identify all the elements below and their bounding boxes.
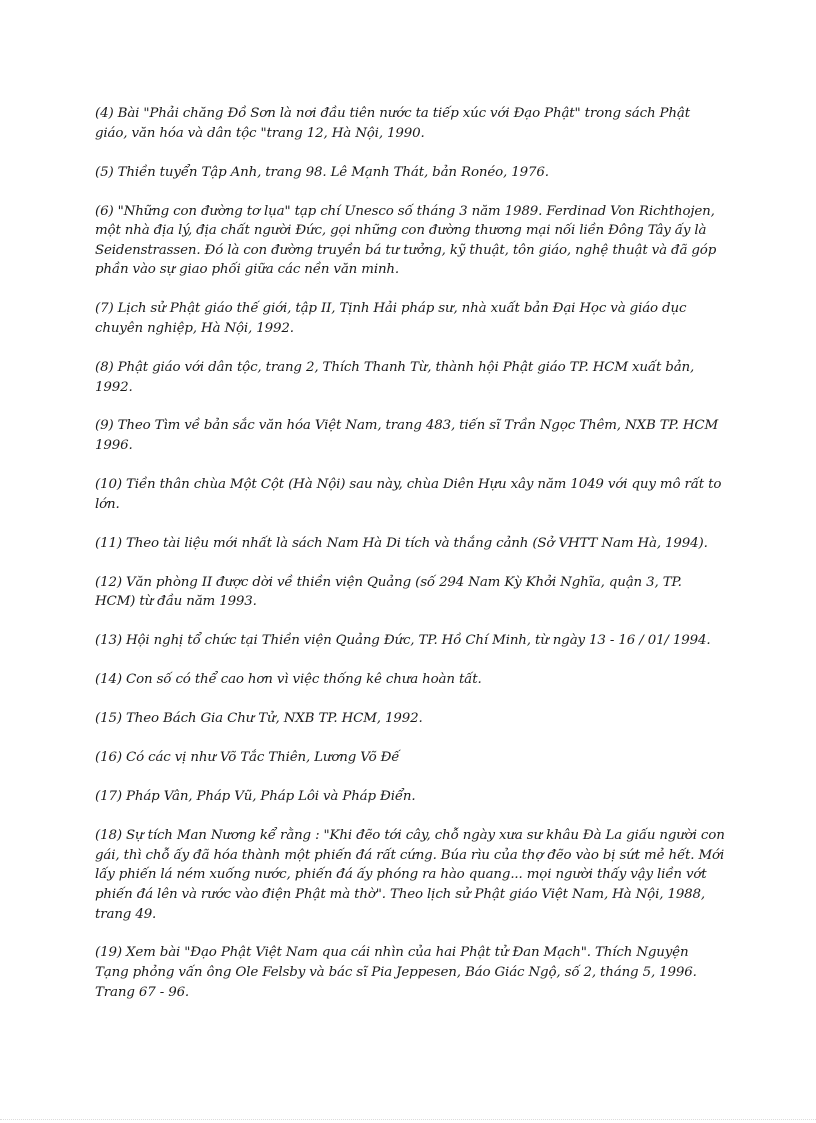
footnote-5: (5) Thiền tuyển Tập Anh, trang 98. Lê Mạnh Thát, bản Ronéo, 1976. [95,164,549,180]
footnote-17: (17) Pháp Vân, Pháp Vũ, Pháp Lôi và Pháp Điển. [95,789,416,805]
footnote-10: (10) Tiền thân chùa Một Cột (Hà Nội) sau này, chùa Diên Hựu xây năm 1049 với quy mô rất to lớn. [95,477,722,512]
footnote-11: (11) Theo tài liệu mới nhất là sách Nam Hà Di tích và thắng cảnh (Sở VHTT Nam Hà, 1994). [95,535,708,551]
footnote-12: (12) Văn phòng II được dời về thiền viện Quảng (số 294 Nam Kỳ Khởi Nghĩa, quận 3, TP. HCM) từ đầu năm 1993. [95,574,682,610]
footnote-14: (14) Con số có thể cao hơn vì việc thống kê chưa hoàn tất. [95,672,482,688]
footnote-8: (8) Phật giáo với dân tộc, trang 2, Thích Thanh Từ, thành hội Phật giáo TP. HCM xuất bản, 1992. [95,359,695,395]
footnote-13: (13) Hội nghị tổ chức tại Thiền viện Quảng Đức, TP. Hồ Chí Minh, từ ngày 13 - 16 / 01/ 1994. [95,633,711,649]
footnote-19: (19) Xem bài "Đạo Phật Việt Nam qua cái nhìn của hai Phật tử Đan Mạch". Thích Nguyện Tạng phỏng vấn ông Ole Felsby và bác sĩ Pia Jeppesen, Báo Giác Ngộ, số 2, tháng 5, 1996. Trang 67 - 96. [95,945,697,1000]
footnote-16: (16) Có các vị như Võ Tắc Thiên, Lương Võ Đế [95,750,400,766]
footnote-9: (9) Theo Tìm về bản sắc văn hóa Việt Nam, trang 483, tiến sĩ Trần Ngọc Thêm, NXB TP. HCM 1996. [95,418,719,454]
page-bottom-divider [0,1119,816,1120]
footnote-list [95,104,725,1022]
footnote-18: (18) Sự tích Man Nương kể rằng : "Khi đẽo tới cây, chỗ ngày xưa sư khâu Đà La giấu người con gái, thì chỗ ấy đã hóa thành một phiến đá rất cứng. Búa rìu của thợ đẽo vào bị sứt mẻ hết. Mới lấy phiến lá ném xuống nước, phiến đá ấy phóng ra hào quang... mọi người thấy vậy liền vớt phiến đá lên và rước vào điện Phật mà thờ". Theo lịch sử Phật giáo Việt Nam, Hà Nội, 1988, trang 49. [95,828,725,922]
footnote-7: (7) Lịch sử Phật giáo thế giới, tập II, Tịnh Hải pháp sư, nhà xuất bản Đại Học và giáo dục chuyên nghiệp, Hà Nội, 1992. [95,301,687,336]
footnote-15: (15) Theo Bách Gia Chư Tử, NXB TP. HCM, 1992. [95,711,423,727]
footnote-4: (4) Bài "Phải chăng Đồ Sơn là nơi đầu tiên nước ta tiếp xúc với Đạo Phật" trong sách Phật giáo, văn hóa và dân tộc "trang 12, Hà Nội, 1990. [95,106,690,141]
footnote-6: (6) "Những con đường tơ lụa" tạp chí Unesco số tháng 3 năm 1989. Ferdinad Von Richthojen, một nhà địa lý, địa chất người Đức, gọi những con đường thương mại nối liền Đông Tây ấy là Seidenstrassen. Đó là con đường truyền bá tư tưởng, kỹ thuật, tôn giáo, nghệ thuật và đã góp phần vào sự giao phối giữa các nền văn minh. [95,203,717,278]
